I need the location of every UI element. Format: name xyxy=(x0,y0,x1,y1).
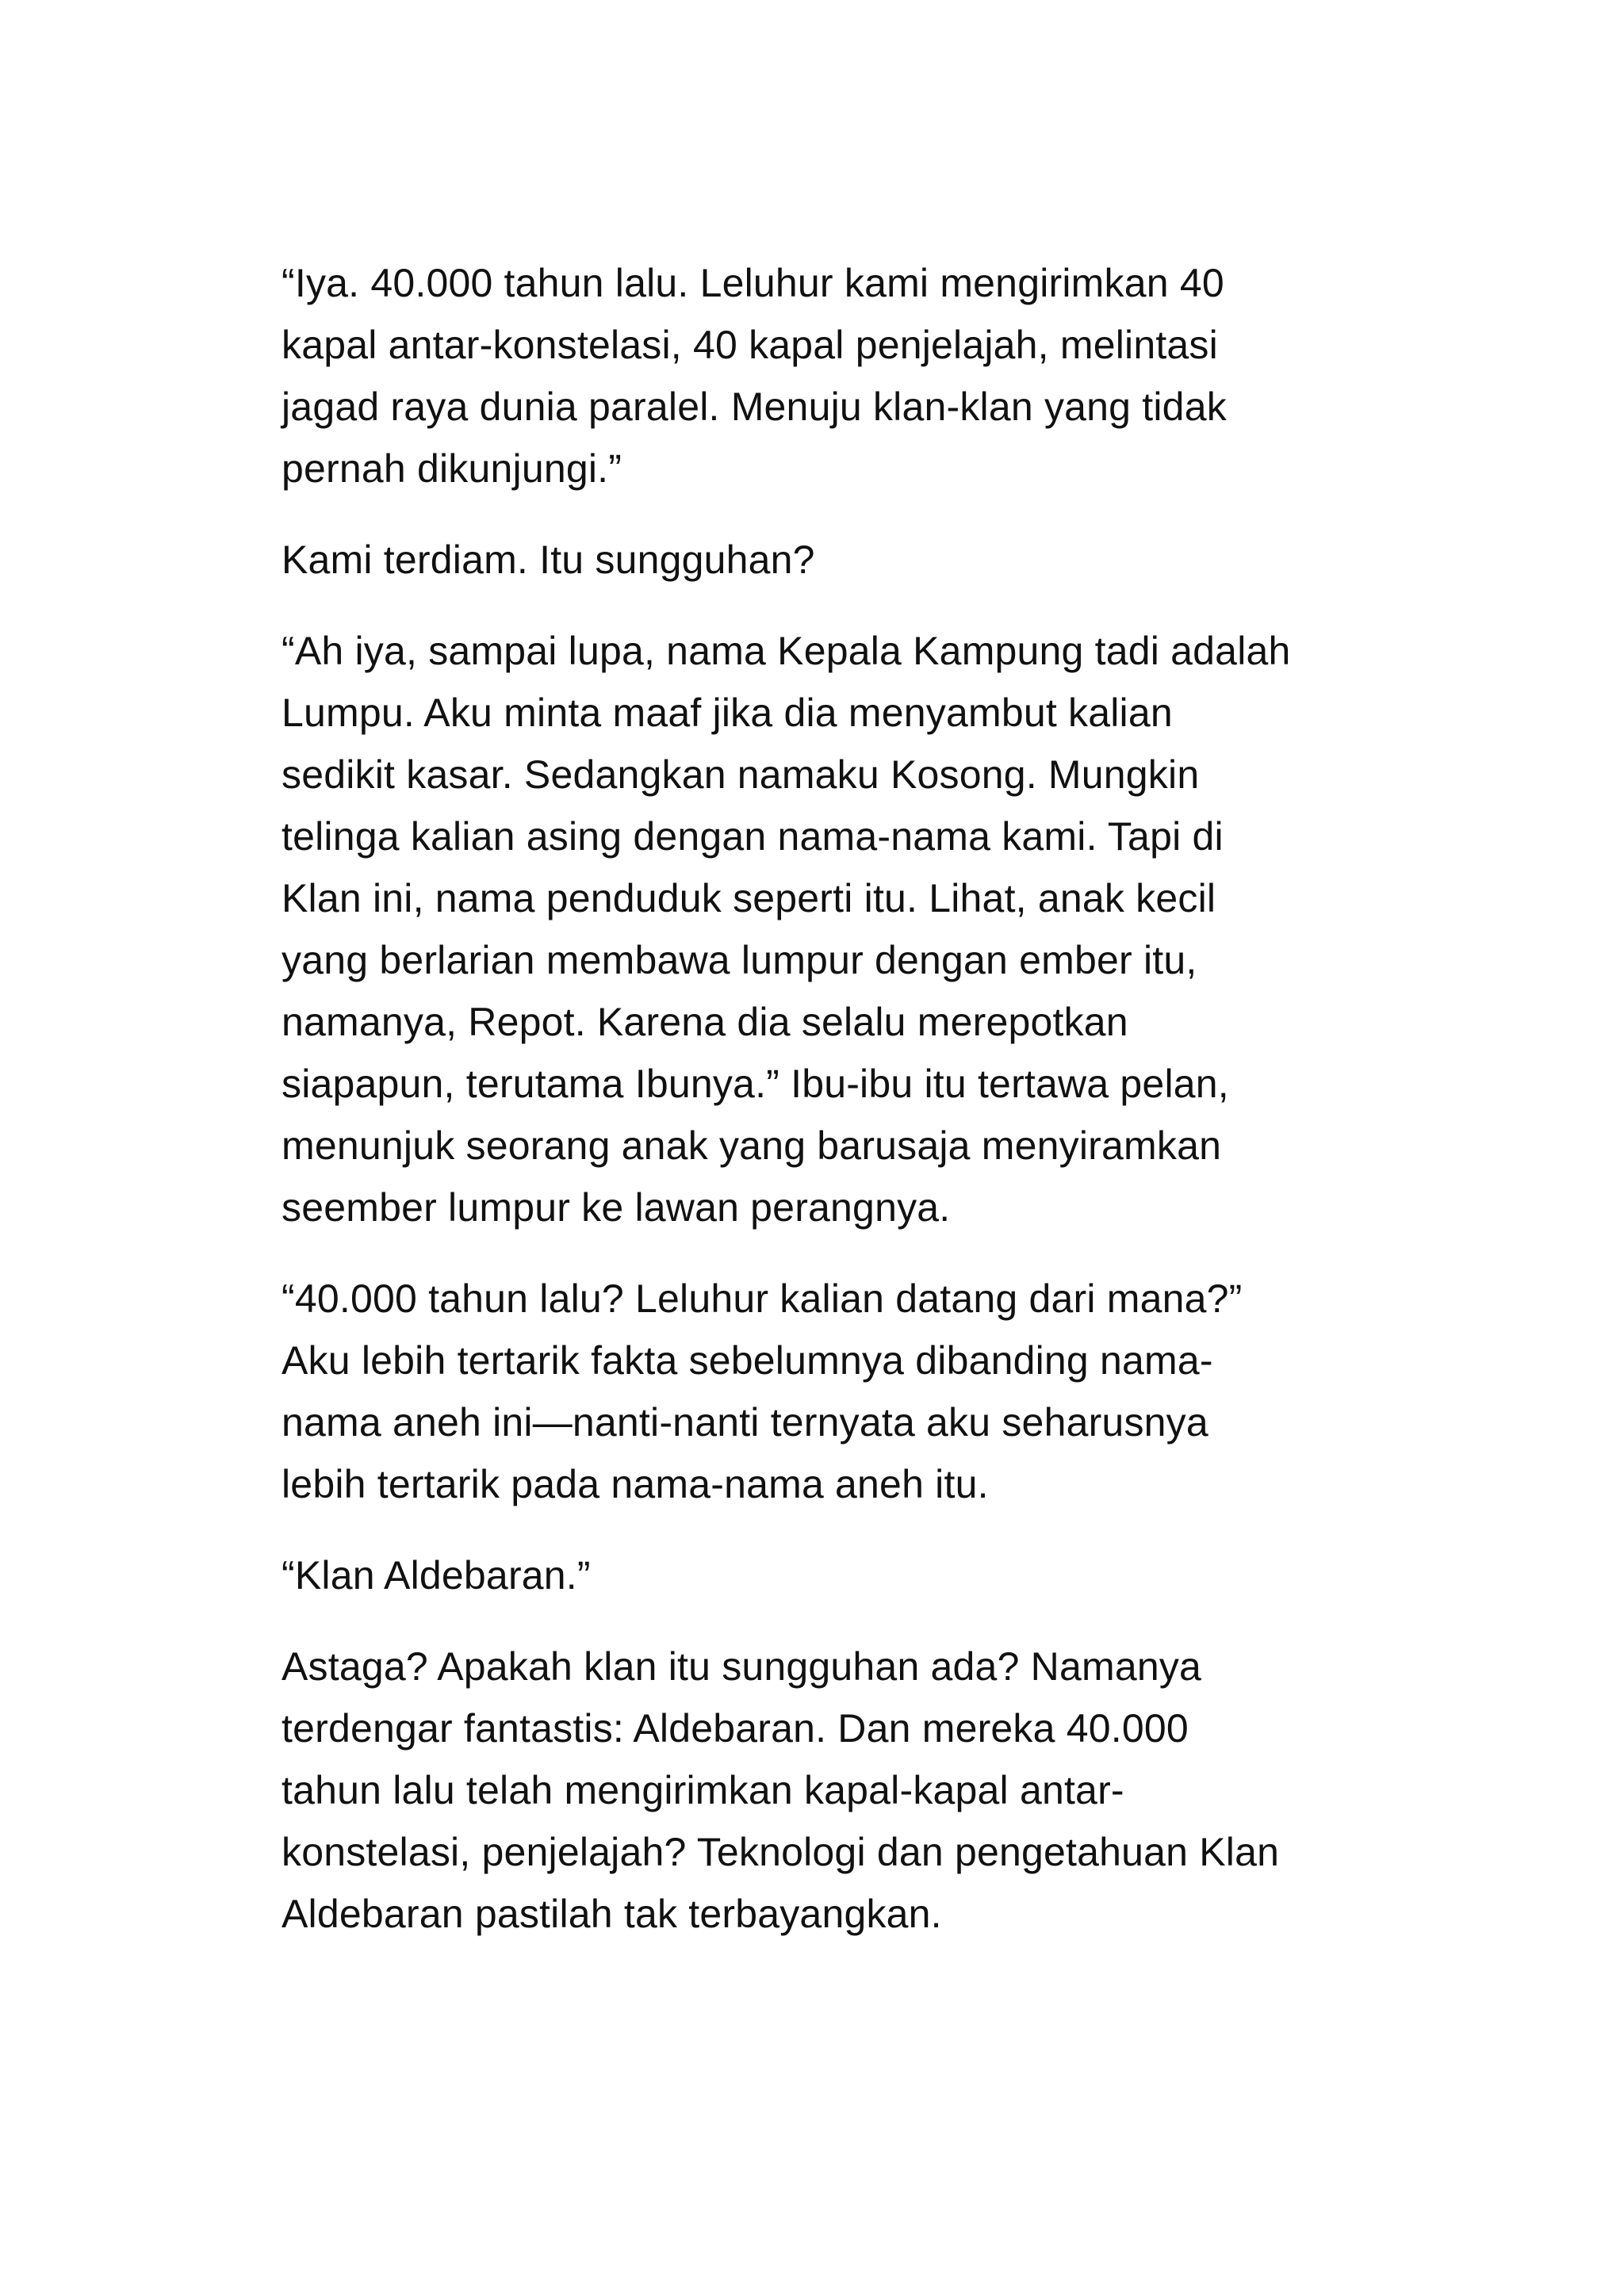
text-line: sedikit kasar. Sedangkan namaku Kosong. Mungkin xyxy=(282,752,1200,797)
text-line: konstelasi, penjelajah? Teknologi dan pengetahuan Klan xyxy=(282,1830,1280,1874)
text-line: Lumpu. Aku minta maaf jika dia menyambut kalian xyxy=(282,691,1173,735)
text-line: “Iya. 40.000 tahun lalu. Leluhur kami mengirimkan 40 xyxy=(282,261,1224,305)
text-line: jagad raya dunia paralel. Menuju klan-klan yang tidak xyxy=(282,385,1227,429)
text-line: namanya, Repot. Karena dia selalu merepotkan xyxy=(282,1000,1128,1044)
paragraph-5 xyxy=(282,1544,1348,1606)
paragraph-6 xyxy=(282,1636,1348,1945)
text-line: seember lumpur ke lawan perangnya. xyxy=(282,1185,951,1230)
text-line: “Klan Aldebaran.” xyxy=(282,1553,591,1598)
text-line: Aldebaran pastilah tak terbayangkan. xyxy=(282,1892,942,1936)
paragraph-3 xyxy=(282,620,1348,1238)
text-line: tahun lalu telah mengirimkan kapal-kapal antar- xyxy=(282,1768,1124,1812)
paragraph-2 xyxy=(282,529,1348,591)
text-line: siapapun, terutama Ibunya.” Ibu-ibu itu tertawa pelan, xyxy=(282,1062,1229,1106)
text-line: telinga kalian asing dengan nama-nama kami. Tapi di xyxy=(282,814,1224,859)
text-line: “Ah iya, sampai lupa, nama Kepala Kampung tadi adalah xyxy=(282,629,1291,673)
text-line: Astaga? Apakah klan itu sungguhan ada? Namanya xyxy=(282,1644,1202,1689)
text-line: Aku lebih tertarik fakta sebelumnya dibanding nama- xyxy=(282,1338,1213,1383)
text-line: yang berlarian membawa lumpur dengan ember itu, xyxy=(282,938,1197,982)
text-line: lebih tertarik pada nama-nama aneh itu. xyxy=(282,1462,989,1506)
text-line: menunjuk seorang anak yang barusaja menyiramkan xyxy=(282,1123,1222,1168)
text-line: pernah dikunjungi.” xyxy=(282,446,622,491)
text-line: terdengar fantastis: Aldebaran. Dan mereka 40.000 xyxy=(282,1706,1189,1751)
text-line: kapal antar-konstelasi, 40 kapal penjelajah, melintasi xyxy=(282,323,1218,367)
text-line: nama aneh ini—nanti-nanti ternyata aku seharusnya xyxy=(282,1400,1208,1445)
text-line: Klan ini, nama penduduk seperti itu. Lihat, anak kecil xyxy=(282,876,1216,920)
paragraph-1 xyxy=(282,252,1348,499)
body-text xyxy=(282,252,1348,1974)
paragraph-4 xyxy=(282,1268,1348,1515)
text-line: Kami terdiam. Itu sungguhan? xyxy=(282,538,815,582)
text-line: “40.000 tahun lalu? Leluhur kalian datang dari mana?” xyxy=(282,1276,1243,1321)
